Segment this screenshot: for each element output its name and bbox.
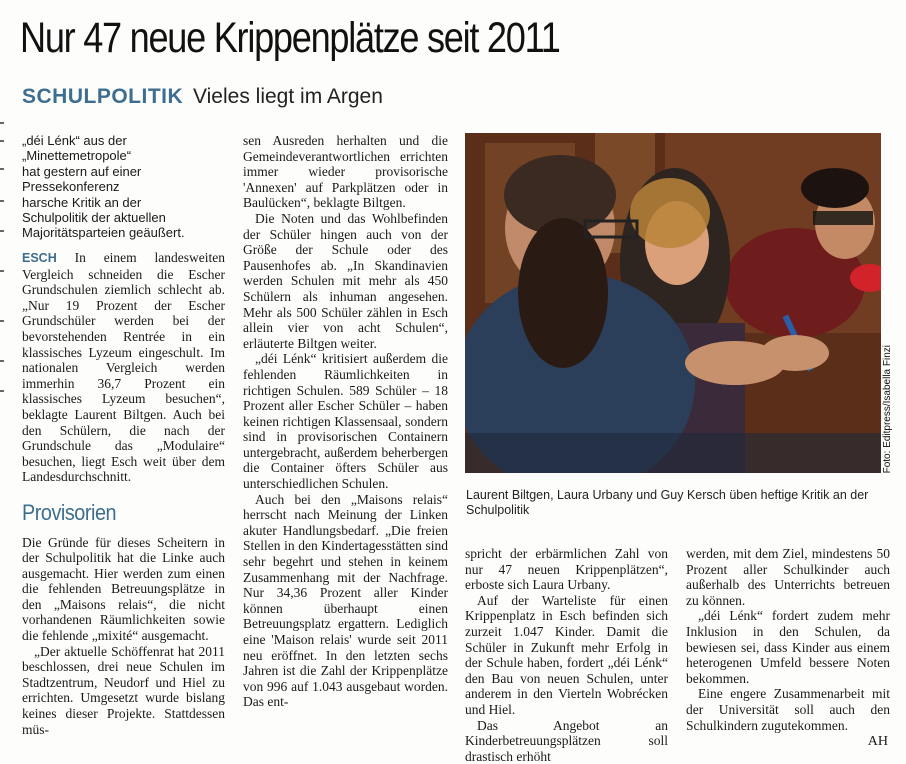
- lead-line: „Minettemetropole“: [22, 148, 132, 164]
- paragraph: werden, mit dem Ziel, mindestens 50 Prozent aller Schulkinder auch außerhalb des Unterrichts betreuen zu können.: [686, 546, 890, 608]
- lead-line: Majoritätsparteien geäußert.: [22, 225, 185, 241]
- paragraph: Auf der Warteliste für einen Krippenplatz in Esch befinden sich zurzeit 1.047 Kinder. Damit die Schüler in Zukunft mehr Erfolg in der Schule haben, fordert „déi Lénk“ den Bau von neuen Schulen, unter anderem in den Vierteln Wobrécken und Hiel.: [465, 592, 668, 717]
- dateline: ESCH: [22, 251, 57, 265]
- column-2: [243, 133, 448, 710]
- paragraph-text: In einem landesweiten Vergleich schneiden die Escher Grundschulen ziemlich schlecht ab. „Nur 19 Prozent der Escher Grundschüler werden bei der bevorstehenden Rentrée in ein klassisches Lyzeum eingeschult. Im nationalen Vergleich werden immerhin 36,7 Prozent ein klassisches Lyzeum besuchen“, beklagte Laurent Biltgen. Auch bei den Schülern, die nach der Grundschule das „Modulaire“ besuchen, liegt Esch weit über dem Landesdurchschnitt.: [22, 250, 225, 485]
- section-heading: Provisorien: [22, 499, 117, 525]
- paragraph: Die Noten und das Wohlbefinden der Schüler hingen auch von der Größe der Schule oder des Pausenhofes ab. „In Skandinavien werden Schulen mit mehr als 450 Schülern als inhuman angesehen. Mehr als 500 Schüler zählen in Esch allein vier von acht Schulen“, erläuterte Biltgen weiter.: [243, 210, 448, 351]
- subline: [22, 85, 383, 109]
- paragraph: Eine engere Zusammenarbeit mit der Universität soll auch den Schulkindern zugutekommen.: [686, 686, 890, 733]
- paragraph: Auch bei den „Maisons relais“ herrscht nach Meinung der Linken akuter Handlungsbedarf. „Die freien Stellen in den Kindertagesstätten sind sehr begehrt und stehen in keinem Zusammenhang mit der Nachfrage. Nur 34,36 Prozent aller Kinder können überhaupt einen Betreuungsplatz ergattern. Lediglich eine 'Maison relais' wurde seit 2011 neu eröffnet. In den letzten sechs Jahren ist die Zahl der Krippenplätze von 996 auf 1.043 ausgebaut worden. Das ent-: [243, 491, 448, 710]
- paragraph: Die Gründe für dieses Scheitern in der Schulpolitik hat die Linke auch ausgemacht. Hier werden zum einen die fehlenden Betreuungsplätze in den „Maisons relais“, die nicht vorhandenen Räumlichkeiten sowie die fehlende „mixité“ ausgemacht.: [22, 534, 225, 644]
- column-1: [22, 250, 225, 737]
- paragraph: Das Angebot an Kinderbetreuungsplätzen soll drastisch erhöht: [465, 717, 668, 764]
- paragraph: sen Ausreden herhalten und die Gemeindeverantwortlichen errichten immer wieder provisorische 'Annexen' auf Parkplätzen oder in Baulücken“, beklagte Biltgen.: [243, 133, 448, 211]
- kicker: SCHULPOLITIK: [22, 85, 184, 108]
- column-3: [465, 546, 668, 764]
- lead-line: Schulpolitik der aktuellen: [22, 210, 166, 226]
- lead-line: Pressekonferenz: [22, 179, 120, 195]
- article-photo: [465, 133, 881, 473]
- photo-caption: Laurent Biltgen, Laura Urbany und Guy Kersch üben heftige Kritik an der Schulpolitik: [466, 488, 869, 517]
- lead-line: hat gestern auf einer: [22, 163, 142, 179]
- lead-line: „déi Lénk“ aus der: [22, 133, 127, 148]
- paragraph: „Der aktuelle Schöffenrat hat 2011 beschlossen, drei neue Schulen im Stadtzentrum, Neudorf und Hiel zu errichten. Umgesetzt wurde bislang keines dieser Projekte. Stattdessen müs-: [22, 643, 225, 737]
- photo-credit: [881, 133, 895, 473]
- lead-line: harsche Kritik an der: [22, 194, 142, 210]
- paragraph: „déi Lénk“ fordert zudem mehr Inklusion in den Schulen, da bewiesen sei, dass Kinder aus einem heterogenen Umfeld bessere Noten bekommen.: [686, 608, 890, 686]
- photo-illustration: [465, 133, 881, 473]
- subtitle: Vieles liegt im Argen: [193, 85, 383, 108]
- paragraph: [22, 250, 225, 485]
- lead-text: [22, 133, 222, 241]
- column-4: [686, 546, 890, 733]
- adjacent-article-edge: [0, 120, 6, 420]
- photo-credit-text: Foto: Editpress/Isabella Finzi: [882, 344, 893, 473]
- headline: Nur 47 neue Krippenplätze seit 2011: [20, 14, 560, 62]
- paragraph: „déi Lénk“ kritisiert außerdem die fehlenden Räumlichkeiten in richtigen Schulen. 589 Schüler – 18 Prozent aller Escher Schüler – haben keinen richtigen Klassensaal, sondern sind in provisorischen Containern untergebracht, außerdem beherbergen die Container öfters Schüler aus unterschiedlichen Schulen.: [243, 351, 448, 492]
- paragraph: spricht der erbärmlichen Zahl von nur 47 neuen Krippenplätzen“, erboste sich Laura Urbany.: [465, 546, 668, 593]
- author-signature: AH: [867, 734, 888, 749]
